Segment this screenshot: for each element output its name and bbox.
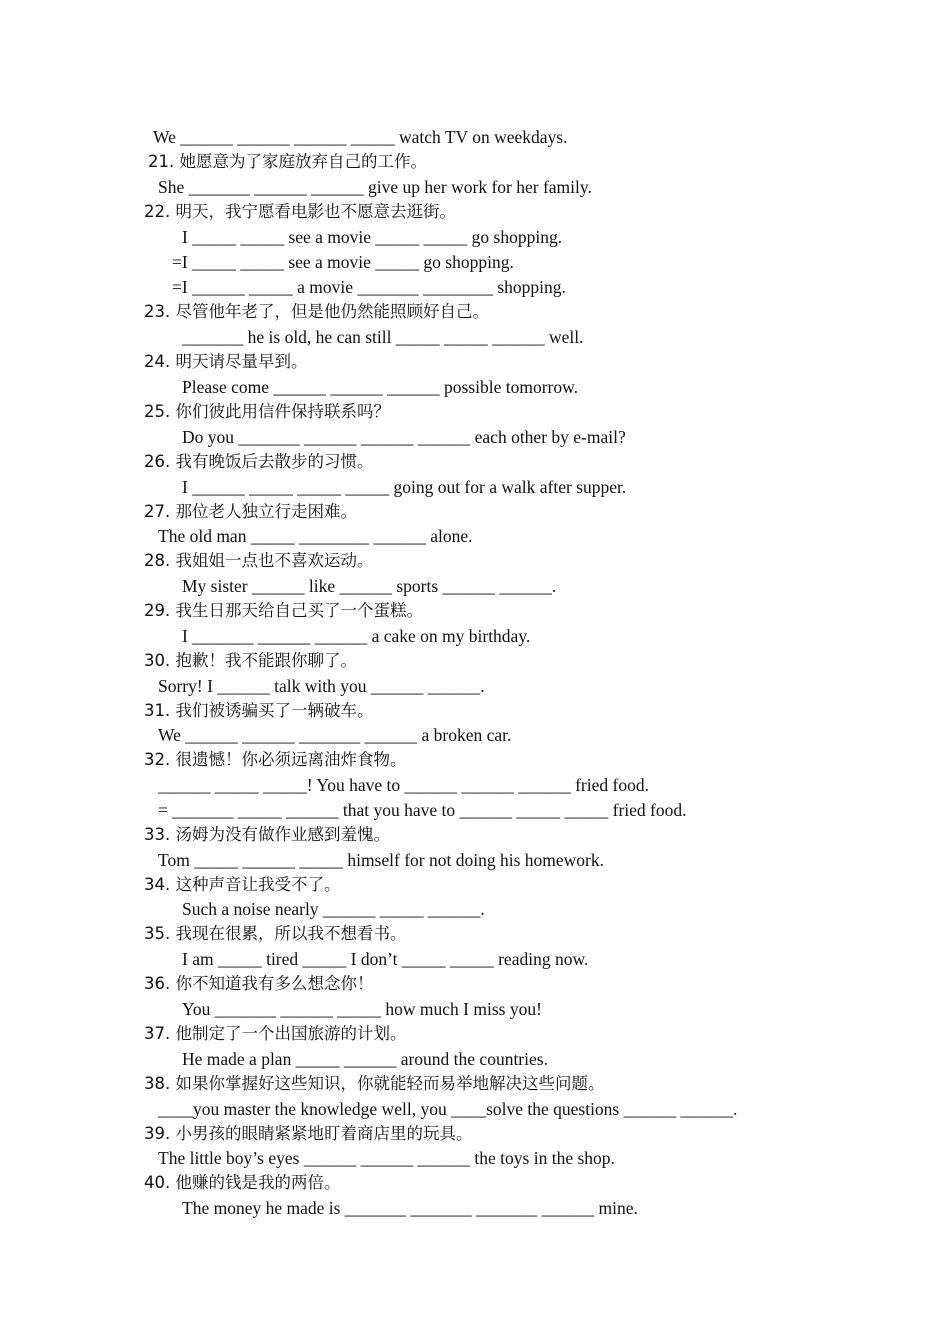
q34-answer-line: Such a noise nearly ______ _____ ______. (182, 899, 485, 919)
q33-prompt: 33. 汤姆为没有做作业感到羞愧。 (144, 825, 390, 844)
q29-prompt: 29. 我生日那天给自己买了一个蛋糕。 (144, 601, 423, 620)
q40-answer-line: The money he made is _______ _______ _______ ______ mine. (182, 1198, 638, 1218)
q26-prompt: 26. 我有晚饭后去散步的习惯。 (144, 452, 374, 471)
q34-prompt: 34. 这种声音让我受不了。 (144, 875, 341, 894)
q24-prompt: 24. 明天请尽量早到。 (144, 352, 308, 371)
q21-prompt: 21. 她愿意为了家庭放弃自己的工作。 (148, 152, 427, 171)
q39-prompt: 39. 小男孩的眼睛紧紧地盯着商店里的玩具。 (144, 1124, 473, 1143)
q36-answer-line: You _______ ______ _____ how much I miss you! (182, 999, 542, 1019)
q38-prompt: 38. 如果你掌握好这些知识，你就能轻而易举地解决这些问题。 (144, 1074, 605, 1093)
q31-answer-line: We ______ ______ _______ ______ a broken car. (158, 725, 512, 745)
q30-prompt: 30. 抱歉！我不能跟你聊了。 (144, 651, 357, 670)
q31-prompt: 31. 我们被诱骗买了一辆破车。 (144, 701, 374, 720)
q27-prompt: 27. 那位老人独立行走困难。 (144, 502, 357, 521)
q22-answer-line: =I _____ _____ see a movie _____ go shopping. (172, 252, 514, 272)
q32-answer-line: = _______ _____ ______ that you have to ______ _____ _____ fried food. (158, 800, 687, 820)
q27-answer-line: The old man _____ ________ ______ alone. (158, 526, 473, 546)
q29-answer-line: I _______ ______ ______ a cake on my birthday. (182, 626, 531, 646)
q37-prompt: 37. 他制定了一个出国旅游的计划。 (144, 1024, 407, 1043)
q37-answer-line: He made a plan _____ ______ around the countries. (182, 1049, 548, 1069)
q35-answer-line: I am _____ tired _____ I don’t _____ _____ reading now. (182, 949, 589, 969)
q39-answer-line: The little boy’s eyes ______ ______ ______ the toys in the shop. (158, 1148, 615, 1168)
q24-answer-line: Please come ______ ______ ______ possible tomorrow. (182, 377, 578, 397)
q32-prompt: 32. 很遗憾！你必须远离油炸食物。 (144, 750, 407, 769)
q20-answer-line: We ______ ______ ______ _____ watch TV on weekdays. (153, 127, 568, 147)
q26-answer-line: I ______ _____ _____ _____ going out for a walk after supper. (182, 477, 627, 497)
q21-answer-line: She _______ ______ ______ give up her work for her family. (158, 177, 592, 197)
q28-prompt: 28. 我姐姐一点也不喜欢运动。 (144, 551, 374, 570)
q35-prompt: 35. 我现在很累，所以我不想看书。 (144, 924, 407, 943)
q30-answer-line: Sorry! I ______ talk with you ______ ______. (158, 676, 485, 696)
q22-prompt: 22. 明天，我宁愿看电影也不愿意去逛街。 (144, 202, 456, 221)
q25-prompt: 25. 你们彼此用信件保持联系吗？ (144, 402, 390, 421)
q22-answer-line: I _____ _____ see a movie _____ _____ go shopping. (182, 227, 563, 247)
q36-prompt: 36. 你不知道我有多么想念你！ (144, 974, 374, 993)
q23-answer-line: _______ he is old, he can still _____ _____ ______ well. (182, 327, 584, 347)
q38-answer-line: ____you master the knowledge well, you ____solve the questions ______ ______. (158, 1099, 738, 1119)
q28-answer-line: My sister ______ like ______ sports ______ ______. (182, 576, 557, 596)
q32-answer-line: ______ _____ _____! You have to ______ ______ ______ fried food. (158, 775, 649, 795)
q23-prompt: 23. 尽管他年老了，但是他仍然能照顾好自己。 (144, 302, 489, 321)
q25-answer-line: Do you _______ ______ ______ ______ each other by e-mail? (182, 427, 626, 447)
q40-prompt: 40. 他赚的钱是我的两倍。 (144, 1173, 341, 1192)
q33-answer-line: Tom _____ ______ _____ himself for not doing his homework. (158, 850, 604, 870)
q22-answer-line: =I ______ _____ a movie _______ ________ shopping. (172, 277, 566, 297)
